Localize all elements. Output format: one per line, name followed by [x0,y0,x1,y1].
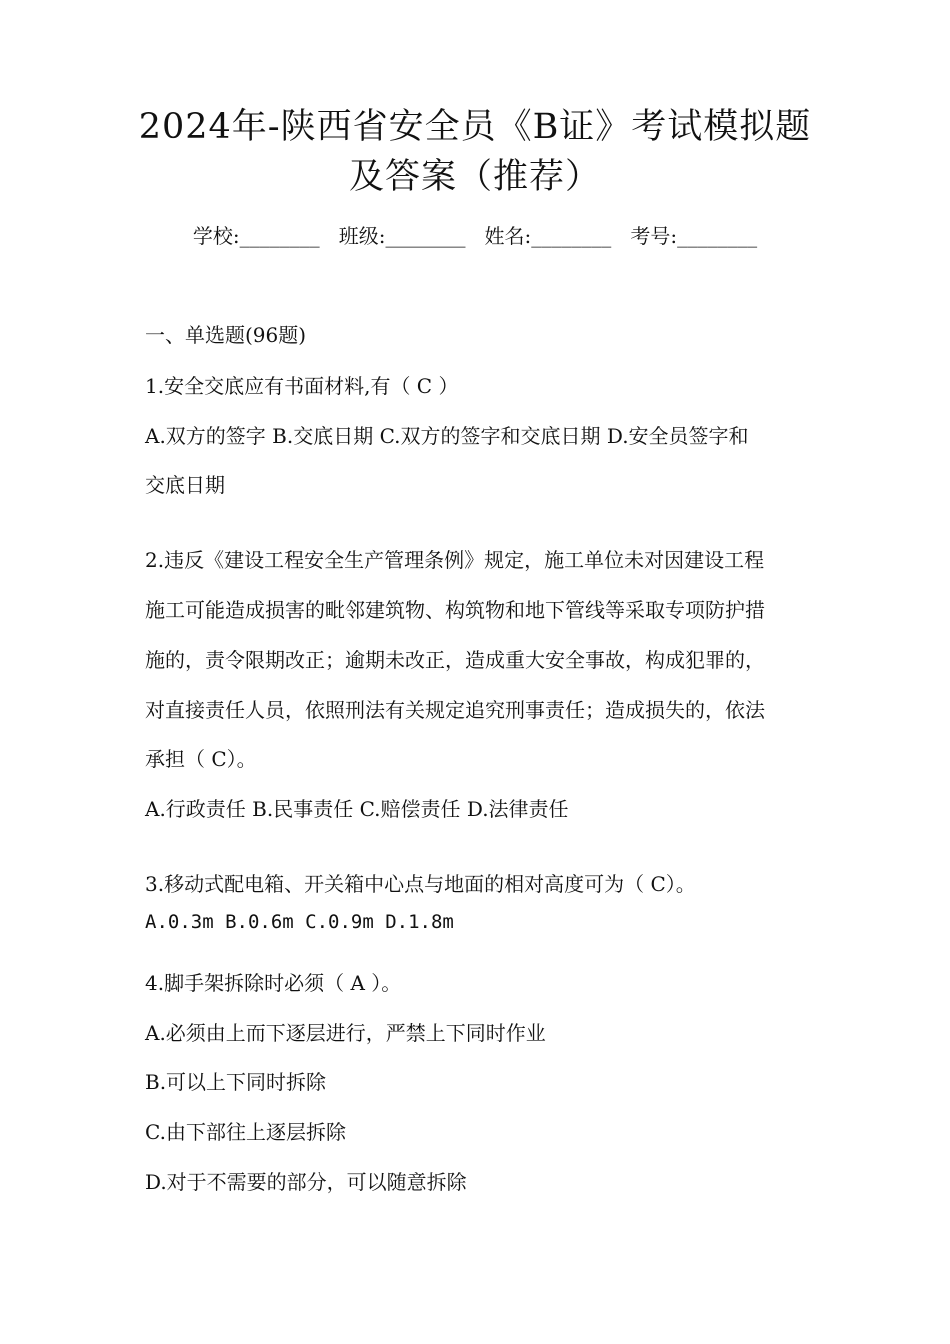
question-2-stem-line: 承担（ C）。 [145,747,257,771]
question-2-stem-line: 2.违反《建设工程安全生产管理条例》规定，施工单位未对因建设工程 [145,548,765,572]
document-title-line-1: 2024年-陕西省安全员《B证》考试模拟题 [138,107,812,147]
name-field: 姓名:________ [484,224,612,248]
student-info-row [0,220,950,252]
document-title-line-2: 及答案（推荐） [348,157,601,197]
question-4-option-b: B.可以上下同时拆除 [145,1070,327,1094]
question-2-stem-line: 施的，责令限期改正；逾期未改正，造成重大安全事故，构成犯罪的， [145,648,765,672]
question-1-options-continued: 交底日期 [145,473,225,497]
section-heading: 一、单选题(96题) [145,323,307,347]
class-field: 班级:________ [338,224,466,248]
question-1-options: A.双方的签字 B.交底日期 C.双方的签字和交底日期 D.安全员签字和 [145,424,749,448]
school-field: 学校:________ [192,224,320,248]
question-2-stem-line: 对直接责任人员，依照刑法有关规定追究刑事责任；造成损失的，依法 [145,698,765,722]
question-4-option-a: A.必须由上而下逐层进行，严禁上下同时作业 [145,1021,546,1045]
exam-number-field: 考号:________ [630,224,758,248]
question-4-stem: 4.脚手架拆除时必须（ A ）。 [145,971,402,995]
question-2-stem-line: 施工可能造成损害的毗邻建筑物、构筑物和地下管线等采取专项防护措 [145,598,765,622]
question-3-stem: 3.移动式配电箱、开关箱中心点与地面的相对高度可为（ C）。 [145,872,696,896]
question-4-option-d: D.对于不需要的部分，可以随意拆除 [145,1170,467,1194]
question-4-option-c: C.由下部往上逐层拆除 [145,1120,346,1144]
question-3-options: A.0.3m B.0.6m C.0.9m D.1.8m [145,911,454,933]
question-1-stem: 1.安全交底应有书面材料,有（ C ） [145,374,459,398]
question-2-options: A.行政责任 B.民事责任 C.赔偿责任 D.法律责任 [145,797,569,821]
